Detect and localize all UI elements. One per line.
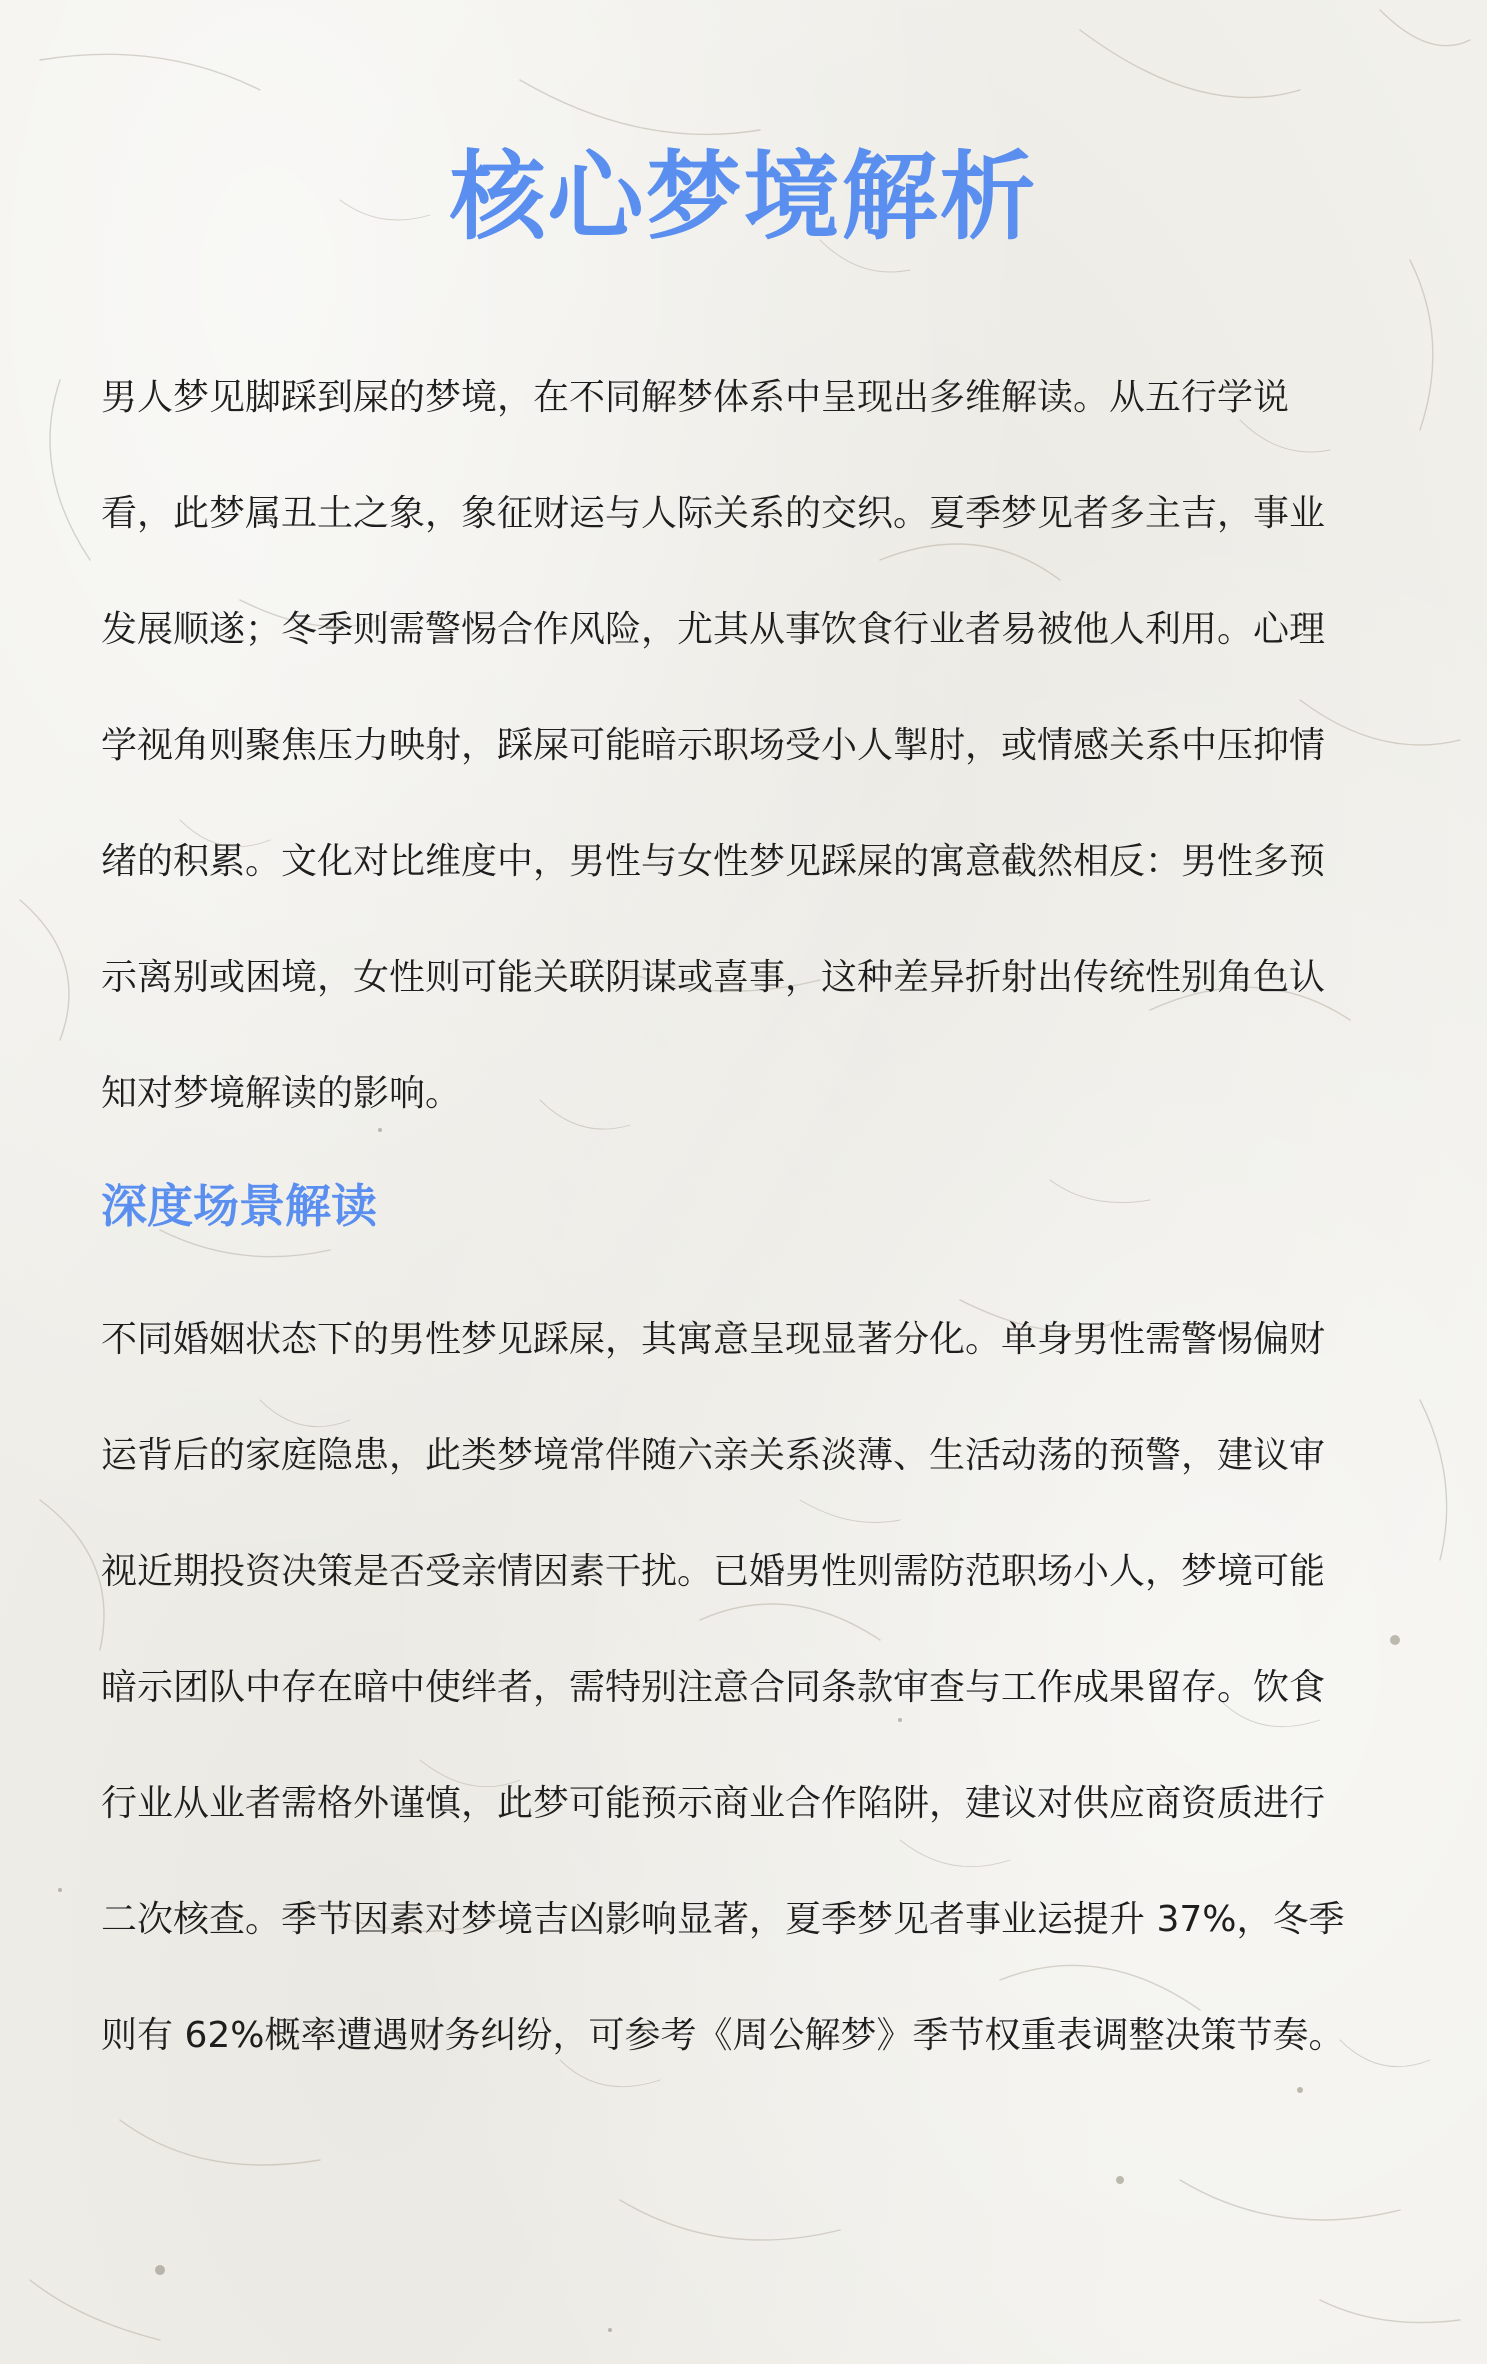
paragraph-line: 运背后的家庭隐患，此类梦境常伴随六亲关系淡薄、生活动荡的预警，建议审 — [101, 1435, 1326, 1476]
paragraph-line: 发展顺遂；冬季则需警惕合作风险，尤其从事饮食行业者易被他人利用。心理 — [101, 609, 1326, 650]
paragraph-line: 二次核查。季节因素对梦境吉凶影响显著，夏季梦见者事业运提升 37%，冬季 — [101, 1899, 1345, 1940]
paragraph-line: 视近期投资决策是否受亲情因素干扰。已婚男性则需防范职场小人，梦境可能 — [101, 1551, 1326, 1592]
paragraph-line: 看，此梦属丑土之象，象征财运与人际关系的交织。夏季梦见者多主吉，事业 — [101, 493, 1326, 534]
paragraph-line: 则有 62%概率遭遇财务纠纷，可参考《周公解梦》季节权重表调整决策节奏。 — [101, 2015, 1345, 2056]
paragraph-line: 男人梦见脚踩到屎的梦境，在不同解梦体系中呈现出多维解读。从五行学说 — [101, 377, 1290, 418]
paragraph-line: 暗示团队中存在暗中使绊者，需特别注意合同条款审查与工作成果留存。饮食 — [101, 1667, 1326, 1708]
paragraph-line: 不同婚姻状态下的男性梦见踩屎，其寓意呈现显著分化。单身男性需警惕偏财 — [101, 1319, 1326, 1360]
paragraph-line: 示离别或困境，女性则可能关联阴谋或喜事，这种差异折射出传统性别角色认 — [101, 957, 1326, 998]
paragraph-line: 绪的积累。文化对比维度中，男性与女性梦见踩屎的寓意截然相反：男性多预 — [101, 841, 1326, 882]
scenario-paragraph — [101, 1282, 1391, 2094]
section-heading: 深度场景解读 — [101, 1179, 377, 1233]
page-title: 核心梦境解析 — [449, 141, 1038, 253]
paragraph-line: 学视角则聚焦压力映射，踩屎可能暗示职场受小人掣肘，或情感关系中压抑情 — [101, 725, 1326, 766]
paragraph-line: 知对梦境解读的影响。 — [101, 1073, 462, 1114]
intro-paragraph — [101, 340, 1391, 1152]
paragraph-line: 行业从业者需格外谨慎，此梦可能预示商业合作陷阱，建议对供应商资质进行 — [101, 1783, 1326, 1824]
